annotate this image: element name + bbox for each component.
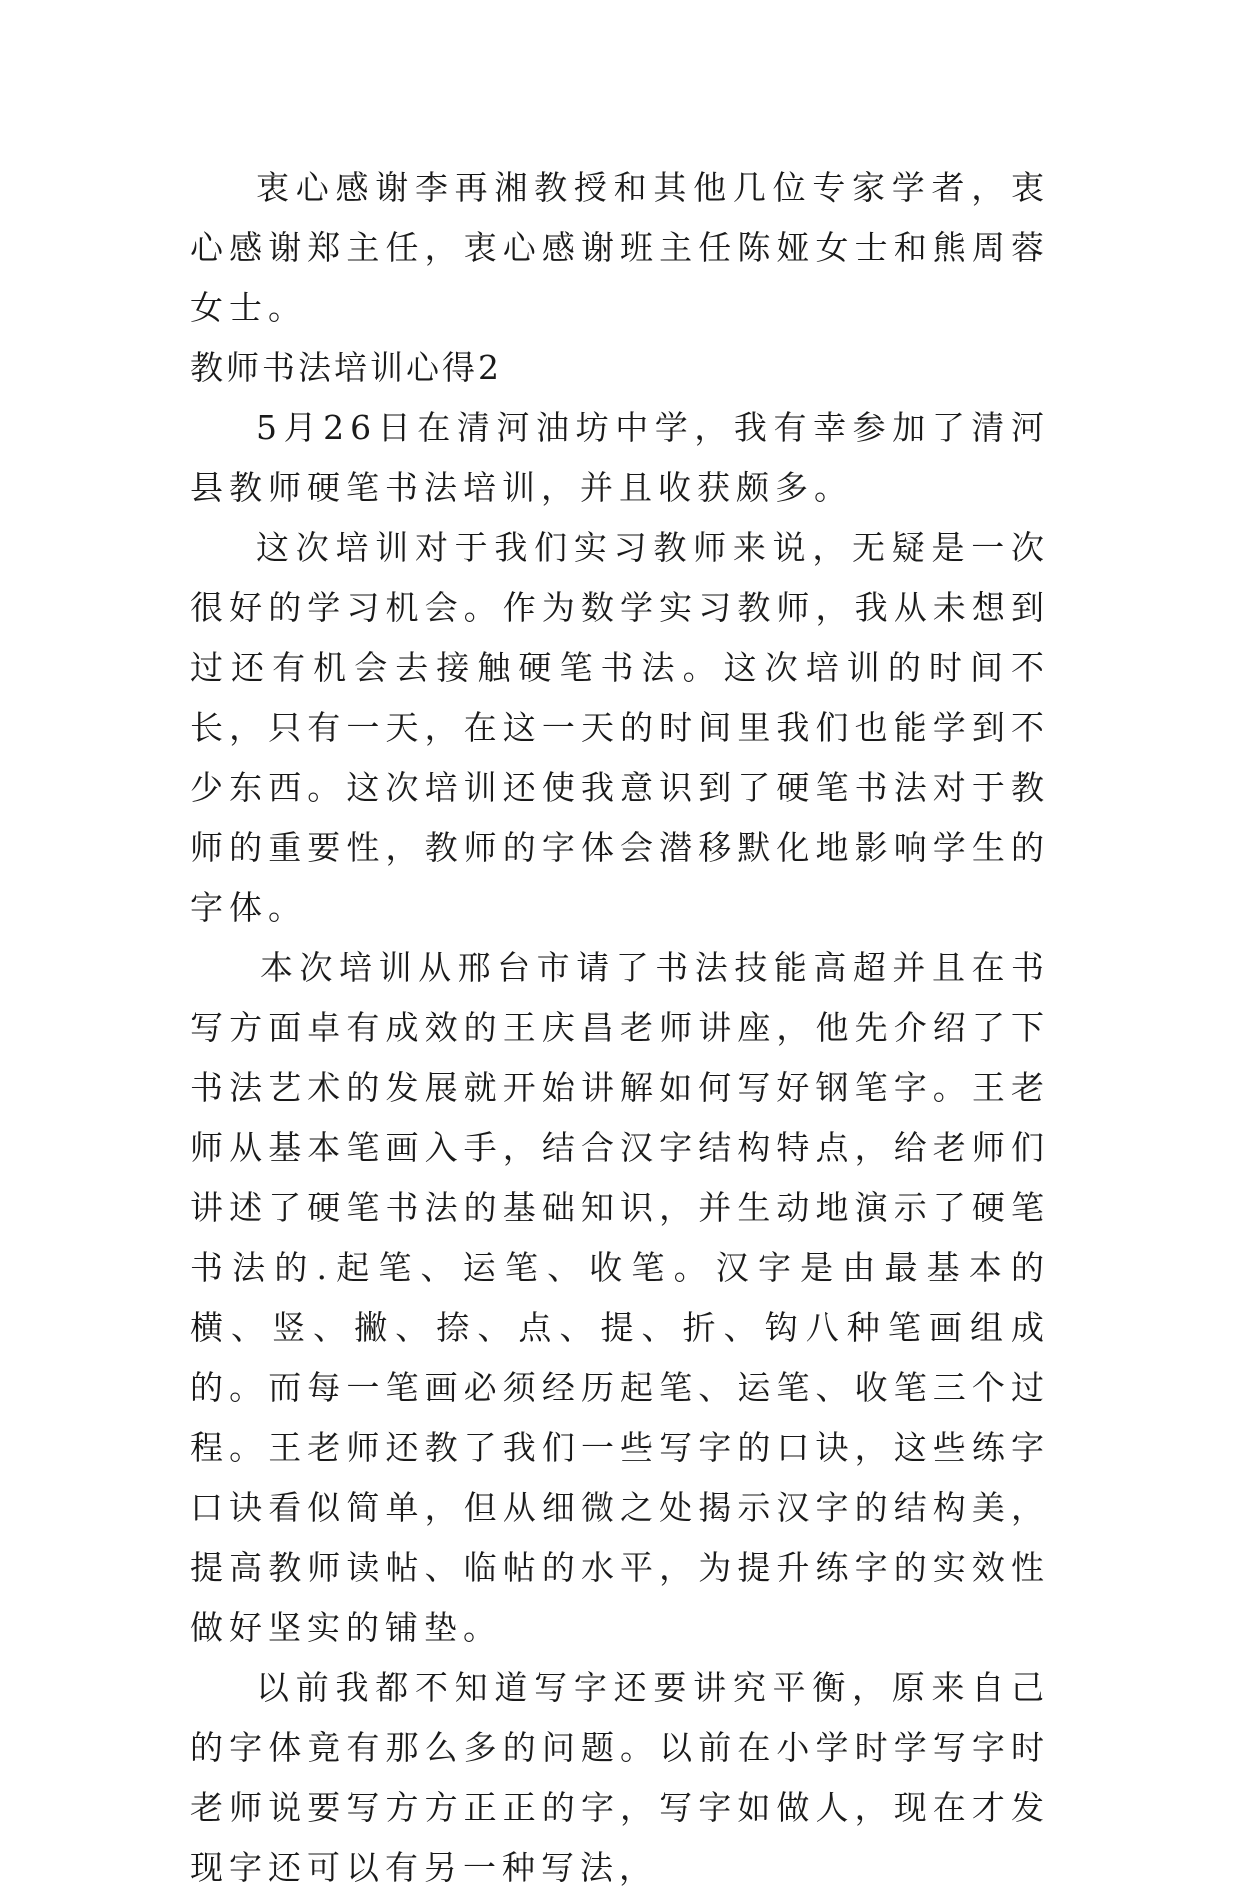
document-body	[190, 158, 1050, 1898]
section-heading: 教师书法培训心得2	[190, 348, 502, 387]
paragraph-intro: 5月26日在清河油坊中学，我有幸参加了清河县教师硬笔书法培训，并且收获颇多。	[190, 408, 1050, 507]
paragraph-opportunity: 这次培训对于我们实习教师来说，无疑是一次很好的学习机会。作为数学实习教师，我从未想到过还有机会去接触硬笔书法。这次培训的时间不长，只有一天，在这一天的时间里我们也能学到不少东西。这次培训还使我意识到了硬笔书法对于教师的重要性，教师的字体会潜移默化地影响学生的字体。	[190, 528, 1050, 927]
paragraph-lecture: 本次培训从邢台市请了书法技能高超并且在书写方面卓有成效的王庆昌老师讲座，他先介绍了下书法艺术的发展就开始讲解如何写好钢笔字。王老师从基本笔画入手，结合汉字结构特点，给老师们讲述了硬笔书法的基础知识，并生动地演示了硬笔书法的.起笔、运笔、收笔。汉字是由最基本的横、竖、撇、捺、点、提、折、钩八种笔画组成的。而每一笔画必须经历起笔、运笔、收笔三个过程。王老师还教了我们一些写字的口诀，这些练字口诀看似简单，但从细微之处揭示汉字的结构美，提高教师读帖、临帖的水平，为提升练字的实效性做好坚实的铺垫。	[190, 948, 1050, 1647]
paragraph-reflection: 以前我都不知道写字还要讲究平衡，原来自己的字体竟有那么多的问题。以前在小学时学写字时老师说要写方方正正的字，写字如做人，现在才发现字还可以有另一种写法，	[190, 1668, 1050, 1887]
paragraph-thanks: 衷心感谢李再湘教授和其他几位专家学者，衷心感谢郑主任，衷心感谢班主任陈娅女士和熊周蓉女士。	[190, 168, 1050, 327]
